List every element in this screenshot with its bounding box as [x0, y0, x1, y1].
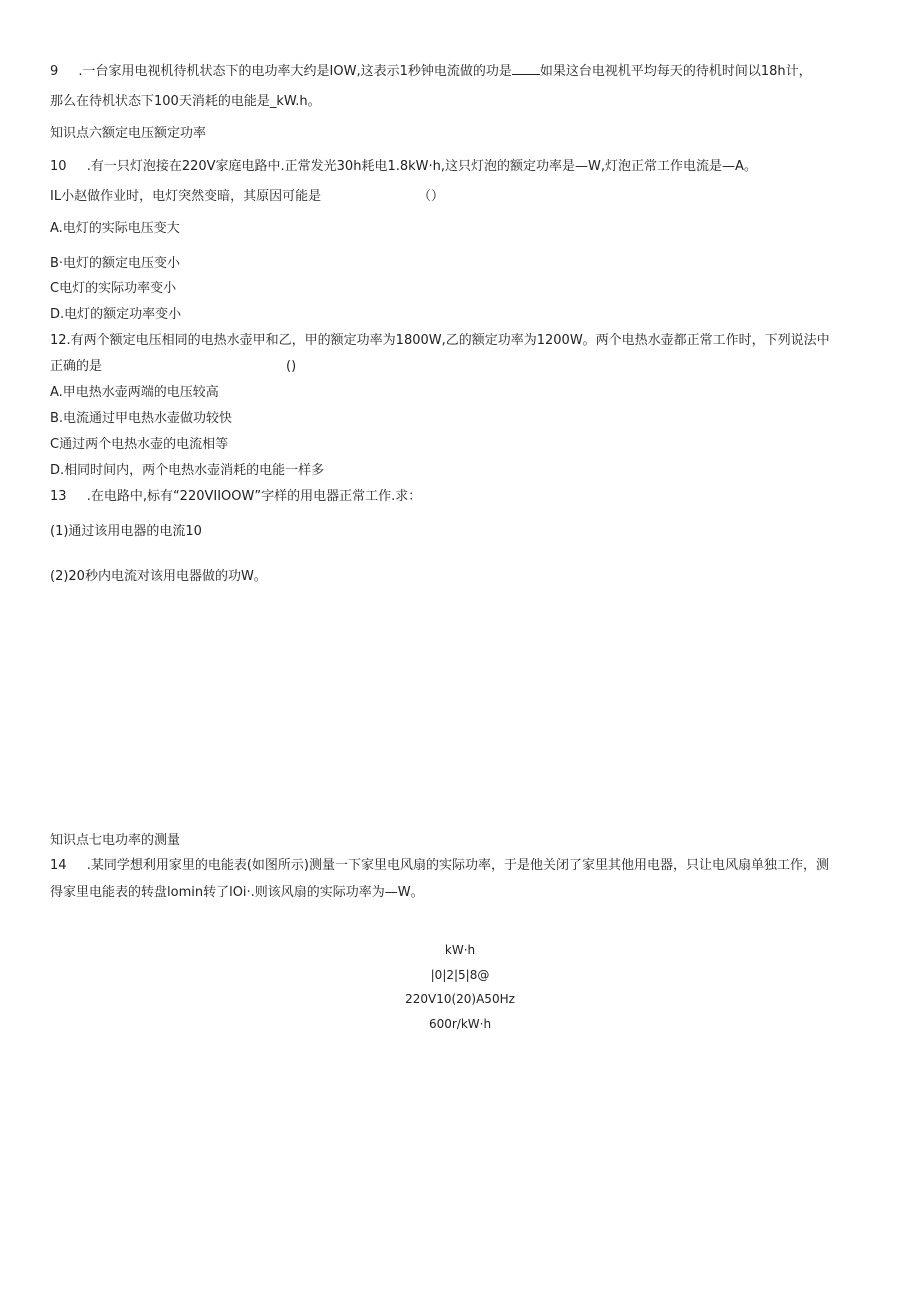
question-11-option-d: D.电灯的额定功率变小 — [50, 307, 182, 322]
question-14-line-1 — [50, 857, 890, 875]
question-11-text: IL小赵做作业时，电灯突然变暗，其原因可能是 — [50, 189, 322, 204]
question-13-sub-2: (2)20秒内电流对该用电器做的功W。 — [50, 569, 267, 584]
question-12-option-c: C通过两个电热水壶的电流相等 — [50, 437, 229, 452]
question-12-stem-line-1: 12.有两个额定电压相同的电热水壶甲和乙，甲的额定功率为1800W,乙的额定功率为1200W。两个电热水壶都正常工作时，下列说法中 — [50, 333, 830, 348]
question-12-text: 正确的是 — [50, 359, 103, 374]
question-14-number: 14 — [50, 858, 67, 873]
question-9-line-2: 那么在待机状态下100天消耗的电能是_kW.h。 — [50, 94, 321, 109]
meter-unit-label: kW·h — [444, 943, 476, 957]
question-9-number: 9 — [50, 64, 59, 79]
question-12-option-a: A.甲电热水壶两端的电压较高 — [50, 385, 219, 400]
question-14-line-2: 得家里电能表的转盘lomin转了lOi·.则该风扇的实际功率为—W。 — [50, 885, 424, 900]
question-12-option-b: B.电流通过甲电热水壶做功较快 — [50, 411, 233, 426]
question-11-option-a: A.电灯的实际电压变大 — [50, 221, 180, 236]
question-10-text: .有一只灯泡接在220V家庭电路中.正常发光30h耗电1.8kW·h,这只灯泡的额定功率是—W,灯泡正常工作电流是—A。 — [86, 159, 757, 174]
question-9-line-1 — [50, 62, 890, 81]
section-heading-7: 知识点七电功率的测量 — [50, 833, 181, 848]
question-13-sub-1: (1)通过该用电器的电流10 — [50, 524, 202, 539]
section-heading-6: 知识点六额定电压额定功率 — [50, 126, 207, 141]
question-10-number: 10 — [50, 159, 67, 174]
question-10 — [50, 158, 890, 176]
question-9-text-a: .一台家用电视机待机状态下的电功率大约是IOW,这表示1秒钟电流做的功是 — [78, 64, 512, 79]
question-11-paren: （） — [418, 189, 445, 204]
question-9-text-b: 如果这台电视机平均每天的待机时间以18h计， — [539, 64, 812, 79]
question-13-number: 13 — [50, 489, 67, 504]
meter-spec-label: 220V10(20)A50Hz — [405, 992, 515, 1006]
question-12-option-d: D.相同时间内，两个电热水壶消耗的电能一样多 — [50, 463, 325, 478]
question-13 — [50, 488, 890, 506]
question-13-text: .在电路中,标有“220VIIOOW”字样的用电器正常工作.求： — [86, 489, 422, 504]
question-12-paren: () — [286, 359, 297, 374]
question-12-stem-line-2 — [50, 358, 890, 376]
meter-constant-label: 600r/kW·h — [428, 1017, 492, 1031]
question-14-text: .某同学想利用家里的电能表(如图所示)测量一下家里电风扇的实际功率，于是他关闭了家里其他用电器，只让电风扇单独工作，测 — [86, 858, 829, 873]
question-11-stem — [50, 188, 890, 206]
meter-reading: |0|2|5|8@ — [430, 968, 490, 982]
question-11-option-c: C电灯的实际功率变小 — [50, 281, 177, 296]
question-11-option-b: B·电灯的额定电压变小 — [50, 256, 181, 271]
answer-blank — [512, 62, 540, 75]
